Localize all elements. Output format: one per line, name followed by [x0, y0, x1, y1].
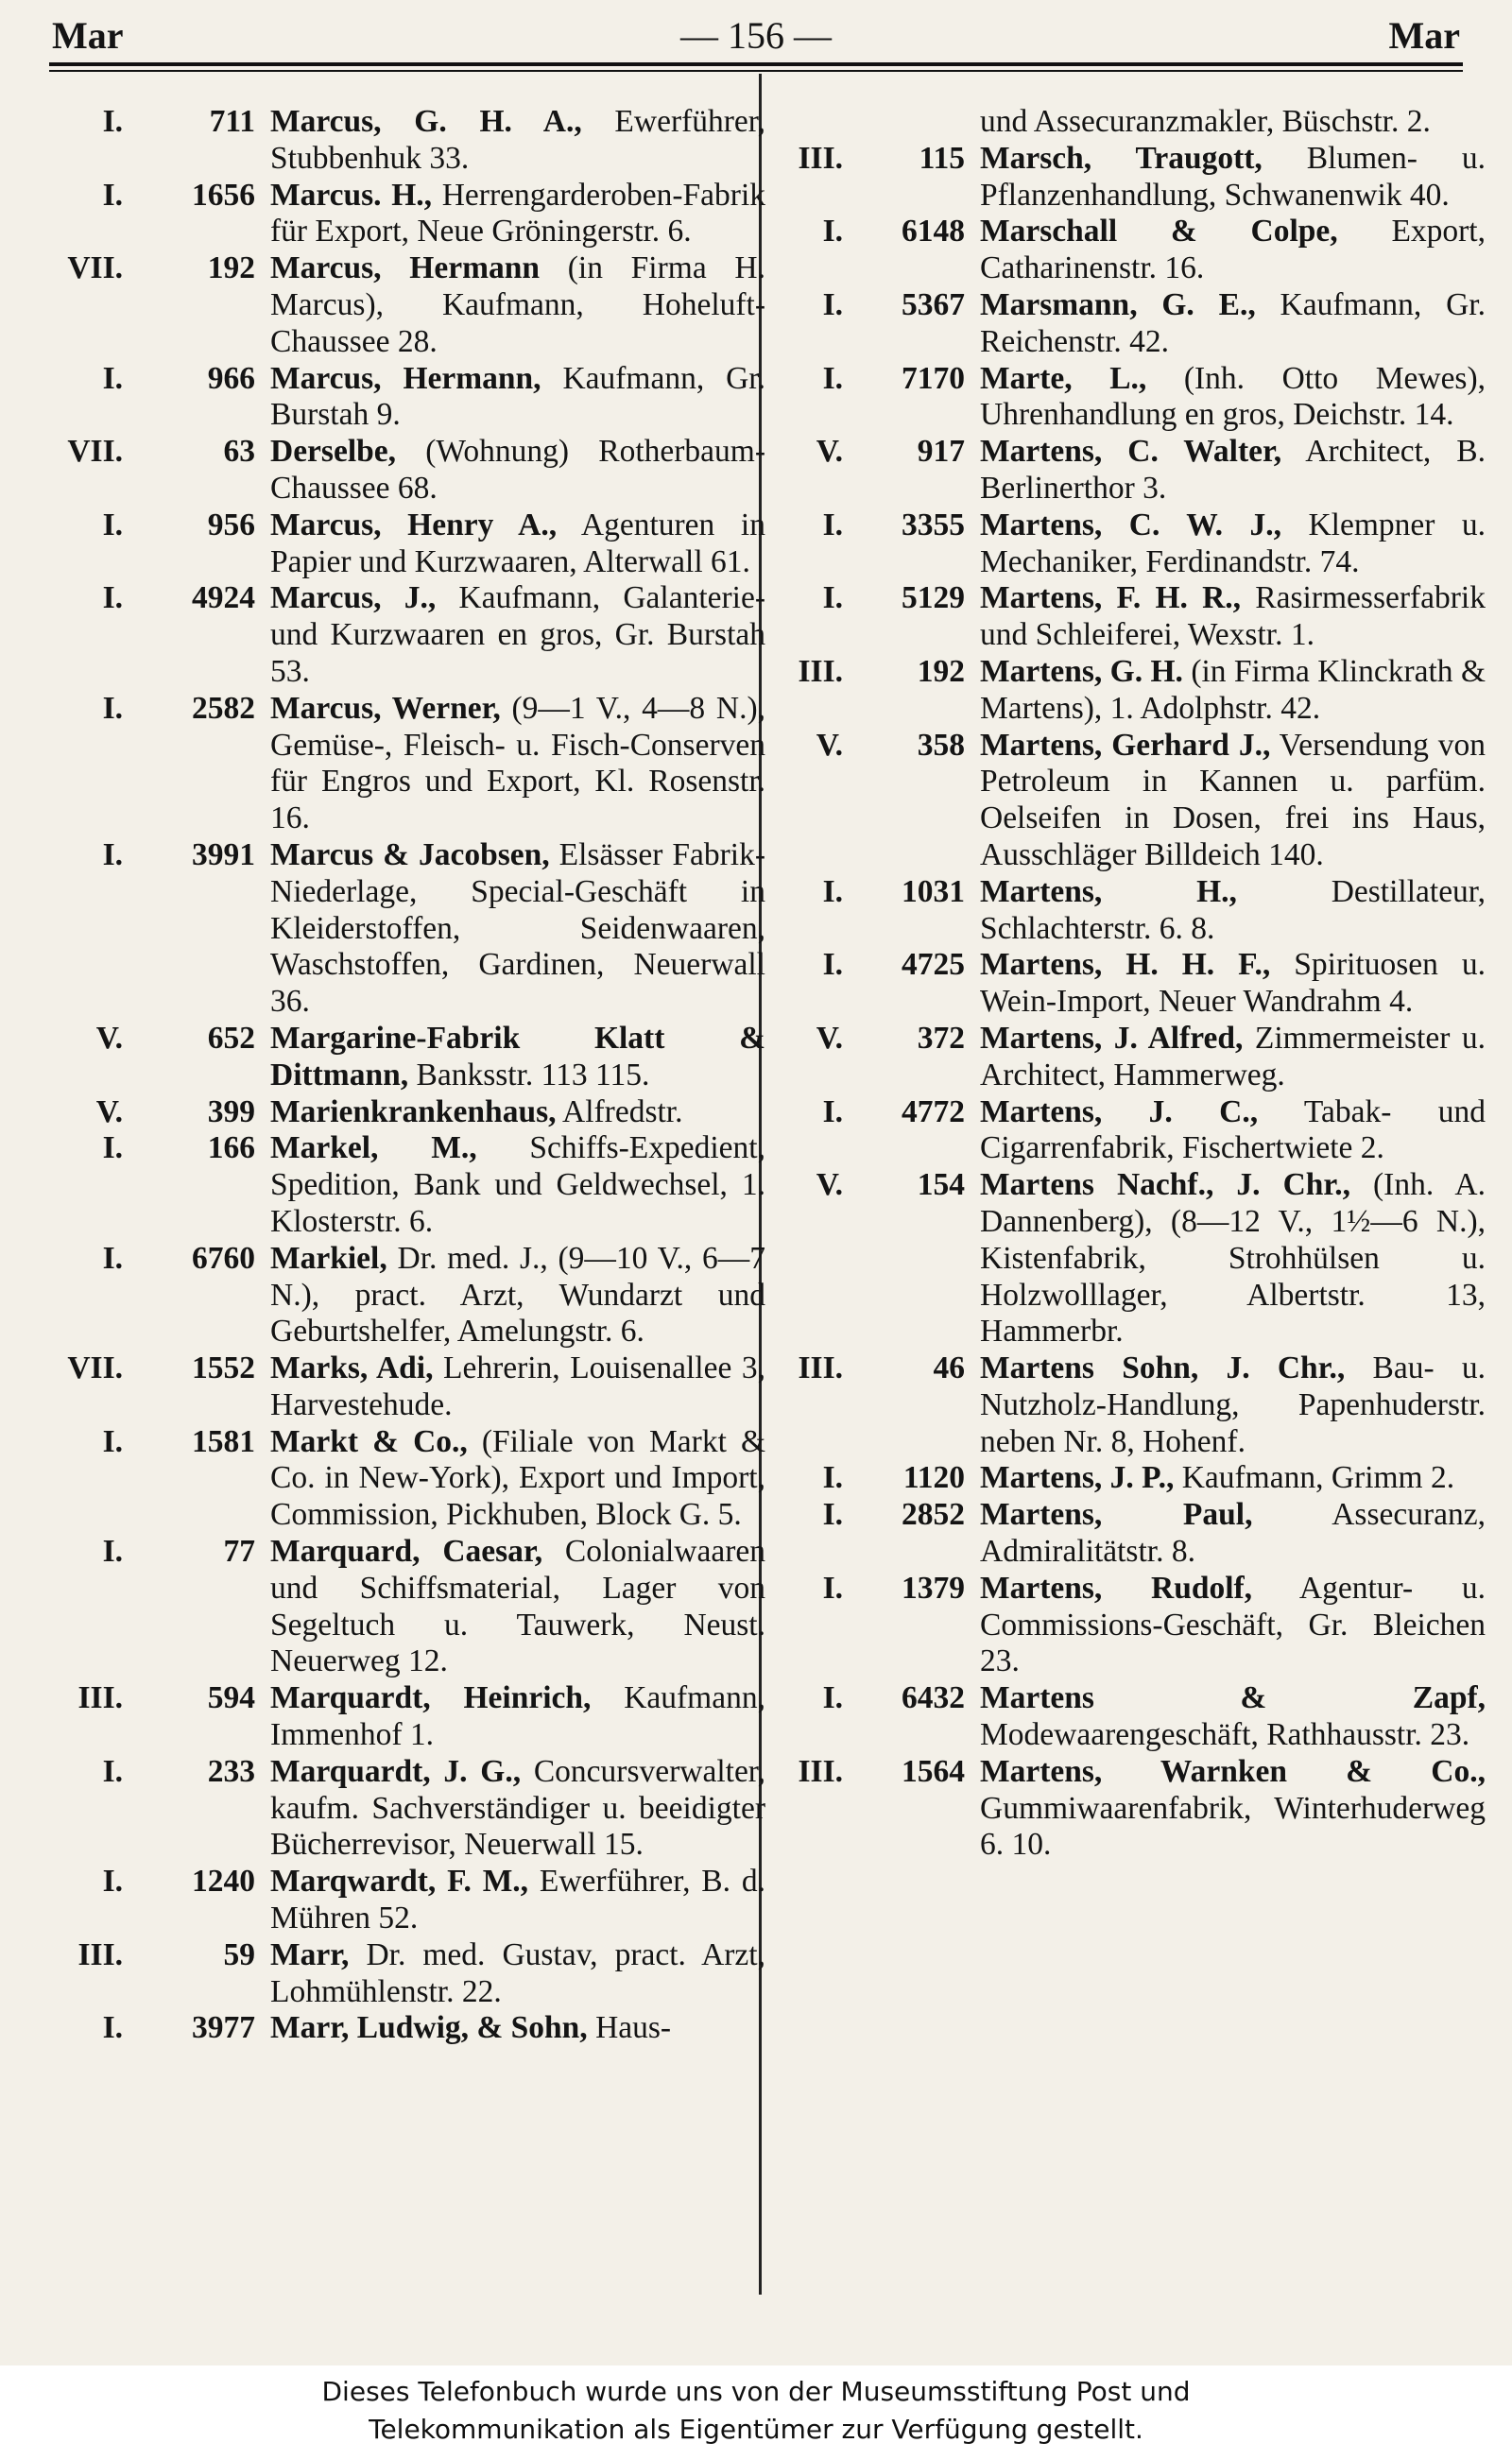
entry-text [980, 434, 1486, 507]
entry-number [47, 104, 270, 141]
directory-entry [767, 1167, 1486, 1350]
directory-entry [767, 1094, 1486, 1168]
telephone-number: 956 [207, 507, 255, 542]
directory-entry [767, 1497, 1486, 1571]
district-code: V. [816, 727, 843, 763]
district-code: I. [102, 104, 123, 139]
entry-number [47, 250, 270, 287]
district-code: I. [102, 507, 123, 542]
subscriber-details: (Inh. A. Dannenberg), (8—12 V., 1½—6 N.), Kistenfabrik, Strohhülsen u. Holzwolllager, Albertstr. 13, Hammerbr. [980, 1167, 1486, 1350]
telephone-number: 192 [917, 653, 965, 689]
telephone-number: 1581 [192, 1423, 255, 1459]
entry-number [767, 654, 980, 691]
district-code: I. [102, 690, 123, 726]
subscriber-details: Destillateur, Schlachterstr. 6. 8. [980, 873, 1486, 946]
directory-entry [767, 1350, 1486, 1460]
entry-text [270, 1754, 765, 1864]
entry-number [47, 1937, 270, 1974]
entry-number [767, 1021, 980, 1058]
subscriber-details: Bau- u. Nutzholz-Handlung, Papenhuderstr. neben Nr. 8, Hohenf. [980, 1350, 1486, 1459]
directory-entry [47, 250, 765, 360]
subscriber-details: Kaufmann, Immenhof 1. [270, 1680, 765, 1753]
district-code: I. [822, 1497, 843, 1533]
subscriber-name: Markt & Co., [270, 1423, 468, 1459]
entry-text [270, 2010, 765, 2047]
district-code: I. [822, 1093, 843, 1129]
district-code: I. [822, 1570, 843, 1606]
subscriber-name: Markiel, [270, 1240, 387, 1276]
entry-text [270, 691, 765, 837]
entry-number [767, 434, 980, 471]
entry-text [270, 178, 765, 251]
entry-text [980, 287, 1486, 361]
telephone-number: 46 [933, 1350, 965, 1386]
subscriber-details: Modewaarengeschäft, Rathhausstr. 23. [980, 1717, 1470, 1753]
subscriber-name: Martens, H., [980, 873, 1237, 909]
entry-text [980, 947, 1486, 1021]
entry-text [270, 1937, 765, 2011]
subscriber-details: Herrengarderoben-Fabrik für Export, Neue Gröningerstr. 6. [270, 177, 766, 249]
telephone-number: 6760 [192, 1240, 255, 1276]
subscriber-details: Versendung von Petroleum in Kannen u. parfüm. Oelseifen in Dosen, frei ins Haus, Ausschläger Billdeich 140. [980, 727, 1486, 872]
directory-entry [47, 434, 765, 507]
telephone-number: 1564 [902, 1753, 965, 1789]
entry-number [767, 1680, 980, 1717]
directory-entry [767, 1021, 1486, 1094]
directory-entry [767, 874, 1486, 948]
page-header [52, 11, 1460, 60]
entry-text [980, 874, 1486, 948]
entry-text [270, 1241, 765, 1350]
telephone-number: 399 [207, 1093, 255, 1129]
entry-text [980, 1497, 1486, 1571]
subscriber-name: Marte, L., [980, 360, 1147, 396]
entry-text [270, 434, 765, 507]
subscriber-details: Elsässer Fabrik-Niederlage, Special-Geschäft in Kleiderstoffen, Seidenwaaren, Waschstoffen, Gardinen, Neuerwall 36. [270, 836, 765, 1020]
district-code: I. [822, 286, 843, 322]
directory-entry [47, 1021, 765, 1094]
subscriber-details: Zimmermeister u. Architect, Hammerweg. [980, 1020, 1486, 1092]
district-code: I. [822, 507, 843, 542]
entry-text [270, 1864, 765, 1937]
directory-entry [47, 1424, 765, 1534]
directory-entry [47, 1241, 765, 1350]
subscriber-details: Rasirmesserfabrik und Schleiferei, Wexstr. 1. [980, 580, 1486, 653]
entry-number [47, 361, 270, 398]
subscriber-details: Kaufmann, Grimm 2. [1174, 1460, 1455, 1496]
telephone-number: 1240 [192, 1864, 255, 1900]
subscriber-name: Martens, Paul, [980, 1497, 1253, 1533]
subscriber-details: Lehrerin, Louisenallee 3, Harvestehude. [270, 1350, 765, 1422]
subscriber-details: Colonialwaaren und Schiffsmaterial, Lager von Segeltuch u. Tauwerk, Neust. Neuerweg 12. [270, 1534, 765, 1679]
directory-entry [767, 1680, 1486, 1754]
subscriber-details: Klempner u. Mechaniker, Ferdinandstr. 74. [980, 507, 1486, 579]
entry-number [47, 1534, 270, 1571]
subscriber-details: Dr. med. Gustav, pract. Arzt, Lohmühlenstr. 22. [270, 1936, 765, 2009]
district-code: VII. [67, 250, 123, 286]
entry-text [270, 580, 765, 690]
directory-entry [767, 214, 1486, 287]
subscriber-details: Gummiwaarenfabrik, Winterhuderweg 6. 10. [980, 1790, 1486, 1863]
entry-text [270, 1680, 765, 1754]
directory-entry [47, 1754, 765, 1864]
entry-number [767, 361, 980, 398]
telephone-number: 59 [223, 1936, 255, 1972]
telephone-number: 5129 [902, 580, 965, 616]
directory-entry [767, 507, 1486, 581]
subscriber-name: Marcus. H., [270, 177, 433, 213]
directory-entry [767, 947, 1486, 1021]
telephone-number: 4772 [902, 1093, 965, 1129]
subscriber-details: Spirituosen u. Wein-Import, Neuer Wandrahm 4. [980, 947, 1486, 1020]
subscriber-name: Marcus, G. H. A., [270, 104, 582, 139]
subscriber-name: Martens, H. H. F., [980, 947, 1271, 983]
district-code: I. [822, 360, 843, 396]
entry-text [980, 1094, 1486, 1168]
subscriber-details: (in Firma Klinckrath & Martens), 1. Adolphstr. 42. [980, 653, 1486, 726]
directory-entry [47, 507, 765, 581]
telephone-number: 5367 [902, 286, 965, 322]
subscriber-details: Kaufmann, Galanterie- und Kurzwaaren en gros, Gr. Burstah 53. [270, 580, 766, 689]
directory-entry [767, 434, 1486, 507]
entry-number [767, 1094, 980, 1131]
district-code: V. [95, 1093, 123, 1129]
telephone-number: 115 [919, 140, 965, 176]
telephone-number: 966 [207, 360, 255, 396]
left-column [47, 104, 765, 2047]
subscriber-details: Ewerführer, Stubbenhuk 33. [270, 104, 765, 176]
telephone-number: 711 [209, 104, 255, 139]
telephone-number: 1379 [902, 1570, 965, 1606]
entry-text [270, 1424, 765, 1534]
subscriber-details: Agenturen in Papier und Kurzwaaren, Alterwall 61. [270, 507, 765, 579]
telephone-number: 77 [223, 1534, 255, 1570]
subscriber-name: Margarine-Fabrik Klatt & Dittmann, [270, 1020, 765, 1092]
entry-number [47, 580, 270, 617]
subscriber-details: Agentur- u. Commissions-Geschäft, Gr. Bleichen 23. [980, 1570, 1486, 1679]
telephone-number: 3991 [192, 836, 255, 872]
entry-number [47, 507, 270, 544]
entry-number [47, 1241, 270, 1278]
telephone-number: 1031 [902, 873, 965, 909]
district-code: III. [77, 1936, 123, 1972]
entry-text [980, 580, 1486, 654]
entry-number [767, 580, 980, 617]
header-left-keyword: Mar [52, 14, 124, 57]
district-code: I. [102, 1130, 123, 1166]
subscriber-details: Blumen- u. Pflanzenhandlung, Schwanenwik 40. [980, 140, 1486, 213]
telephone-number: 6432 [902, 1680, 965, 1716]
entry-number [47, 691, 270, 728]
subscriber-details: Kaufmann, Gr. Burstah 9. [270, 360, 765, 433]
footer-notice [0, 2365, 1512, 2460]
directory-entry [767, 580, 1486, 654]
subscriber-details: Kaufmann, Gr. Reichenstr. 42. [980, 286, 1486, 359]
district-code: I. [102, 836, 123, 872]
entry-text [980, 507, 1486, 581]
subscriber-name: Martens, G. H. [980, 653, 1183, 689]
subscriber-details: (Filiale von Markt & Co. in New-York), Export und Import, Commission, Pickhuben, Block G. 5. [270, 1423, 766, 1533]
entry-text [980, 361, 1486, 435]
entry-number [47, 837, 270, 874]
directory-entry [767, 287, 1486, 361]
telephone-number: 2852 [902, 1497, 965, 1533]
subscriber-name: Martens, J. Alfred, [980, 1020, 1244, 1056]
telephone-number: 7170 [902, 360, 965, 396]
subscriber-name: Marcus, J., [270, 580, 437, 616]
entry-number [767, 141, 980, 178]
district-code: VII. [67, 1350, 123, 1386]
subscriber-details: Export, Catharinenstr. 16. [980, 214, 1486, 286]
subscriber-name: Martens, Gerhard J., [980, 727, 1271, 763]
entry-number [767, 728, 980, 765]
subscriber-details: Concursverwalter, kaufm. Sachverständiger u. beeidigter Bücherrevisor, Neuerwall 15. [270, 1753, 765, 1863]
entry-number [767, 214, 980, 250]
header-rule-thin [49, 70, 1463, 72]
entry-number [767, 947, 980, 984]
district-code: I. [102, 1534, 123, 1570]
district-code: I. [822, 1680, 843, 1716]
subscriber-details: Architect, B. Berlinerthor 3. [980, 434, 1486, 506]
subscriber-name: Martens & Zapf, [980, 1680, 1486, 1716]
entry-number [767, 1497, 980, 1534]
entry-text [270, 1130, 765, 1240]
entry-text [980, 654, 1486, 728]
directory-entry [767, 654, 1486, 728]
subscriber-name: Martens, Warnken & Co., [980, 1753, 1486, 1789]
directory-entry [47, 178, 765, 251]
subscriber-name: Martens, C. W. J., [980, 507, 1281, 542]
district-code: I. [102, 580, 123, 616]
telephone-number: 3355 [902, 507, 965, 542]
directory-entry [47, 1130, 765, 1240]
entry-text [270, 104, 765, 178]
entry-text [980, 141, 1486, 215]
telephone-number: 2582 [192, 690, 255, 726]
subscriber-name: Marsch, Traugott, [980, 140, 1263, 176]
telephone-number: 358 [917, 727, 965, 763]
page-number: — 156 — [680, 14, 832, 57]
telephone-number: 166 [207, 1130, 255, 1166]
directory-entry [47, 691, 765, 837]
entry-number [767, 1571, 980, 1608]
entry-text [270, 250, 765, 360]
district-code: V. [95, 1020, 123, 1056]
district-code: I. [102, 1864, 123, 1900]
directory-entry [47, 1680, 765, 1754]
directory-entry [47, 580, 765, 690]
directory-entry [47, 1937, 765, 2011]
footer-line-1: Dieses Telefonbuch wurde uns von der Museumsstiftung Post und [321, 2376, 1191, 2407]
district-code: VII. [67, 434, 123, 470]
entry-number [767, 1167, 980, 1204]
telephone-number: 4924 [192, 580, 255, 616]
entry-text [270, 1534, 765, 1680]
district-code: III. [798, 1350, 843, 1386]
entry-text [980, 1571, 1486, 1680]
district-code: I. [102, 1753, 123, 1789]
entry-number [47, 1754, 270, 1791]
telephone-number: 4725 [902, 947, 965, 983]
subscriber-details: Alfredstr. [556, 1093, 683, 1129]
subscriber-name: Marsmann, G. E., [980, 286, 1256, 322]
entry-number [767, 1350, 980, 1387]
subscriber-details: Schiffs-Expedient, Spedition, Bank und Geldwechsel, 1. Klosterstr. 6. [270, 1130, 765, 1239]
district-code: I. [102, 360, 123, 396]
district-code: V. [816, 1020, 843, 1056]
district-code: I. [822, 580, 843, 616]
telephone-number: 3977 [192, 2010, 255, 2046]
directory-entry [47, 104, 765, 178]
district-code: I. [102, 1423, 123, 1459]
entry-text [270, 361, 765, 435]
telephone-number: 1656 [192, 177, 255, 213]
entry-number [47, 434, 270, 471]
telephone-number: 652 [207, 1020, 255, 1056]
entry-number [47, 1094, 270, 1131]
district-code: III. [77, 1680, 123, 1716]
subscriber-name: Marcus, Hermann, [270, 360, 541, 396]
entry-number [47, 1424, 270, 1461]
directory-entry [767, 361, 1486, 435]
subscriber-name: Martens, J. P., [980, 1460, 1175, 1496]
telephone-number: 154 [917, 1167, 965, 1203]
district-code: I. [822, 873, 843, 909]
entry-text [980, 214, 1486, 287]
entry-text [270, 507, 765, 581]
subscriber-details: (Wohnung) Rotherbaum-Chaussee 68. [270, 434, 765, 506]
directory-entry [767, 1460, 1486, 1497]
entry-text [980, 1460, 1486, 1497]
directory-entry [47, 1864, 765, 1937]
entry-number [47, 2010, 270, 2047]
directory-entry [767, 1754, 1486, 1864]
subscriber-details: (in Firma H. Marcus), Kaufmann, Hoheluft-Chaussee 28. [270, 250, 765, 359]
district-code: I. [102, 1240, 123, 1276]
subscriber-name: Martens, F. H. R., [980, 580, 1242, 616]
district-code: I. [822, 947, 843, 983]
directory-entry [767, 728, 1486, 874]
entry-number [47, 1021, 270, 1058]
entry-number [47, 1680, 270, 1717]
entry-text [270, 1094, 765, 1131]
subscriber-name: Martens Sohn, J. Chr., [980, 1350, 1346, 1386]
entry-number [47, 1350, 270, 1387]
subscriber-name: Martens, C. Walter, [980, 434, 1282, 470]
directory-entry [47, 837, 765, 1021]
subscriber-details: Ewerführer, B. d. Mühren 52. [270, 1864, 765, 1936]
subscriber-name: Martens Nachf., J. Chr., [980, 1167, 1350, 1203]
district-code: III. [798, 140, 843, 176]
entry-number [767, 507, 980, 544]
subscriber-details: Haus- [587, 2010, 672, 2046]
subscriber-name: Martens, J. C., [980, 1093, 1259, 1129]
telephone-number: 917 [917, 434, 965, 470]
entry-number [767, 1754, 980, 1791]
entry-text [980, 1021, 1486, 1094]
continuation-text: und Assecuranzmakler, Büschstr. 2. [980, 104, 1431, 139]
header-right-keyword: Mar [1388, 14, 1460, 57]
telephone-number: 192 [207, 250, 255, 286]
district-code: I. [822, 214, 843, 249]
entry-text [980, 1680, 1486, 1754]
subscriber-name: Marr, [270, 1936, 350, 1972]
subscriber-details: Banksstr. 113 115. [408, 1057, 650, 1092]
entry-text [270, 1350, 765, 1424]
subscriber-name: Derselbe, [270, 434, 397, 470]
subscriber-name: Marcus, Werner, [270, 690, 501, 726]
entry-number [767, 287, 980, 324]
subscriber-details: Dr. med. J., (9—10 V., 6—7 N.), pract. Arzt, Wundarzt und Geburtshelfer, Amelungstr. 6. [270, 1240, 765, 1350]
district-code: III. [798, 1753, 843, 1789]
telephone-number: 6148 [902, 214, 965, 249]
telephone-number: 63 [223, 434, 255, 470]
district-code: V. [816, 1167, 843, 1203]
subscriber-name: Marquard, Caesar, [270, 1534, 543, 1570]
entry-number [47, 178, 270, 215]
entry-text [980, 1350, 1486, 1460]
district-code: III. [798, 653, 843, 689]
directory-entry [767, 141, 1486, 215]
entry-text [270, 837, 765, 1021]
directory-entry [47, 361, 765, 435]
subscriber-name: Marcus & Jacobsen, [270, 836, 550, 872]
district-code: I. [822, 1460, 843, 1496]
subscriber-name: Marquardt, J. G., [270, 1753, 522, 1789]
telephone-number: 1120 [902, 1460, 965, 1496]
district-code: V. [816, 434, 843, 470]
entry-number [47, 1130, 270, 1167]
subscriber-details: (9—1 V., 4—8 N.), Gemüse-, Fleisch- u. Fisch-Conserven für Engros und Export, Kl. Rosenstr. 16. [270, 690, 765, 836]
telephone-number: 594 [207, 1680, 255, 1716]
subscriber-details: Assecuranz, Admiralitätstr. 8. [980, 1497, 1486, 1570]
directory-entry [47, 1534, 765, 1680]
subscriber-name: Marks, Adi, [270, 1350, 434, 1386]
subscriber-name: Marr, Ludwig, & Sohn, [270, 2010, 588, 2046]
subscriber-details: (Inh. Otto Mewes), Uhrenhandlung en gros, Deichstr. 14. [980, 360, 1486, 433]
entry-text [980, 728, 1486, 874]
entry-number [767, 874, 980, 911]
entry-number [767, 1460, 980, 1497]
district-code: I. [102, 177, 123, 213]
telephone-number: 372 [917, 1020, 965, 1056]
subscriber-details: Tabak- und Cigarrenfabrik, Fischertwiete 2. [980, 1093, 1486, 1166]
directory-entry [47, 1350, 765, 1424]
directory-entry [47, 1094, 765, 1131]
subscriber-name: Marcus, Hermann [270, 250, 540, 286]
right-column [767, 104, 1486, 1864]
entry-number [47, 1864, 270, 1901]
subscriber-name: Marcus, Henry A., [270, 507, 558, 542]
directory-entry [47, 2010, 765, 2047]
entry-text [980, 1754, 1486, 1864]
district-code: I. [102, 2010, 123, 2046]
entry-text [980, 1167, 1486, 1350]
subscriber-name: Marquardt, Heinrich, [270, 1680, 592, 1716]
header-rule-thick [49, 62, 1463, 66]
subscriber-name: Marschall & Colpe, [980, 214, 1338, 249]
subscriber-name: Markel, M., [270, 1130, 477, 1166]
telephone-number: 1552 [192, 1350, 255, 1386]
directory-entry [767, 1571, 1486, 1680]
subscriber-name: Marienkrankenhaus, [270, 1093, 557, 1129]
subscriber-name: Martens, Rudolf, [980, 1570, 1253, 1606]
subscriber-name: Marqwardt, F. M., [270, 1864, 529, 1900]
entry-text [270, 1021, 765, 1094]
footer-line-2: Telekommunikation als Eigentümer zur Verfügung gestellt. [369, 2414, 1143, 2445]
telephone-number: 233 [207, 1753, 255, 1789]
